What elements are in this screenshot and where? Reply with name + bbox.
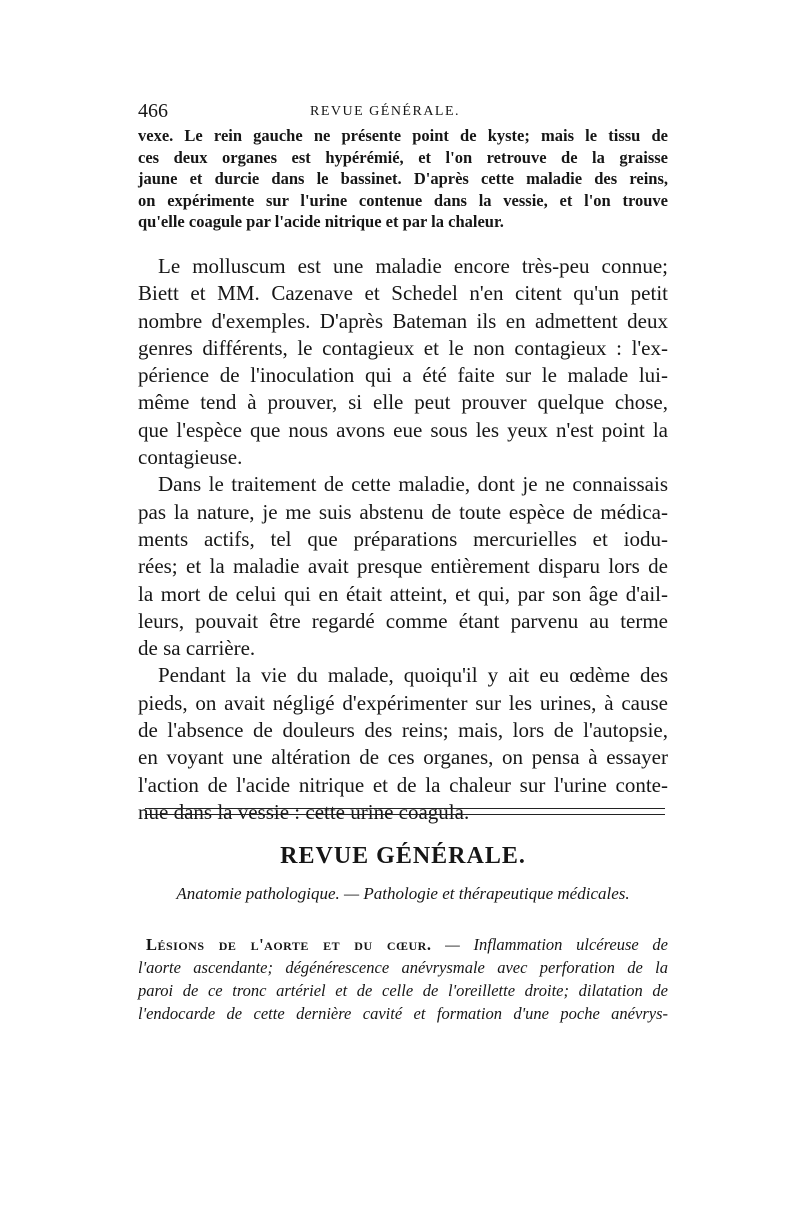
text-line: Le molluscum est une maladie encore très-peu connue; <box>158 254 668 278</box>
text-line: Biett et MM. Cazenave et Schedel n'en citent qu'un petit <box>138 281 668 306</box>
article <box>138 933 668 1025</box>
text-line: vexe. Le rein gauche ne présente point de kyste; mais le tissu de <box>138 126 668 145</box>
text-line: pieds, on avait négligé d'expérimenter sur les urines, à cause <box>138 690 668 715</box>
running-head <box>138 100 668 124</box>
text-line: jaune et durcie dans le bassinet. D'après cette maladie des reins, <box>138 169 668 189</box>
article-first-line-text: — Inflammation ulcéreuse de <box>431 935 668 954</box>
text-line: rées; et la maladie avait presque entièrement disparu lors de <box>138 554 668 579</box>
text-line: que l'espèce que nous avons eue sous les yeux n'est point la <box>138 417 668 442</box>
text-line: en voyant une altération de ces organes, on pensa à essayer <box>138 745 668 770</box>
text-line: Dans le traitement de cette maladie, dont je ne connaissais <box>158 472 668 497</box>
text-line: paroi de ce tronc artériel et de celle de l'oreillette droite; dilatation de <box>138 981 668 1000</box>
text-line: ments actifs, tel que préparations mercurielles et iodu- <box>138 526 668 551</box>
text-line: ces deux organes est hypérémié, et l'on retrouve de la graisse <box>138 147 668 167</box>
text-line: leurs, pouvait être regardé comme étant parvenu au terme <box>138 608 668 633</box>
article-heading: Lésions de l'aorte et du cœur. <box>146 935 432 954</box>
page-number: 466 <box>138 100 168 122</box>
running-title: REVUE GÉNÉRALE. <box>310 104 461 119</box>
text-line: on expérimente sur l'urine contenue dans la vessie, et l'on trouve <box>138 190 668 210</box>
text-line: nue dans la vessie : cette urine coagula. <box>138 799 470 824</box>
divider-rule <box>145 814 665 815</box>
text-line: de l'absence de douleurs des reins; mais, lors de l'autopsie, <box>138 718 668 743</box>
text-line: de sa carrière. <box>138 636 256 661</box>
text-line: contagieuse. <box>138 445 243 470</box>
main-text <box>138 253 668 826</box>
text-line: la mort de celui qui en était atteint, et qui, par son âge d'ail- <box>138 581 668 606</box>
text-line: même tend à prouver, si elle peut prouver quelque chose, <box>138 390 668 415</box>
text-line: périence de l'inoculation qui a été faite sur le malade lui- <box>138 363 668 388</box>
text-line: Pendant la vie du malade, quoiqu'il y ait eu œdème des <box>158 663 668 688</box>
text-line: pas la nature, je me suis abstenu de toute espèce de médica- <box>138 499 668 524</box>
text-line: nombre d'exemples. D'après Bateman ils en admettent deux <box>138 308 668 333</box>
text-line: genres différents, le contagieux et le non contagieux : l'ex- <box>138 335 668 360</box>
section-divider <box>145 808 665 820</box>
small-print-paragraph <box>138 125 668 233</box>
text-line: qu'elle coagule par l'acide nitrique et par la chaleur. <box>138 212 504 232</box>
article-first-line <box>138 933 668 956</box>
divider-rule <box>145 808 665 809</box>
text-line: l'endocarde de cette dernière cavité et formation d'une poche anévrys- <box>138 1004 668 1023</box>
text-line: l'action de l'acide nitrique et de la chaleur sur l'urine conte- <box>138 772 668 797</box>
section-title: REVUE GÉNÉRALE. <box>280 843 526 869</box>
text-line: l'aorte ascendante; dégénérescence anévrysmale avec perforation de la <box>138 958 668 977</box>
section-subtitle: Anatomie pathologique. — Pathologie et thérapeutique médicales. <box>176 884 630 903</box>
